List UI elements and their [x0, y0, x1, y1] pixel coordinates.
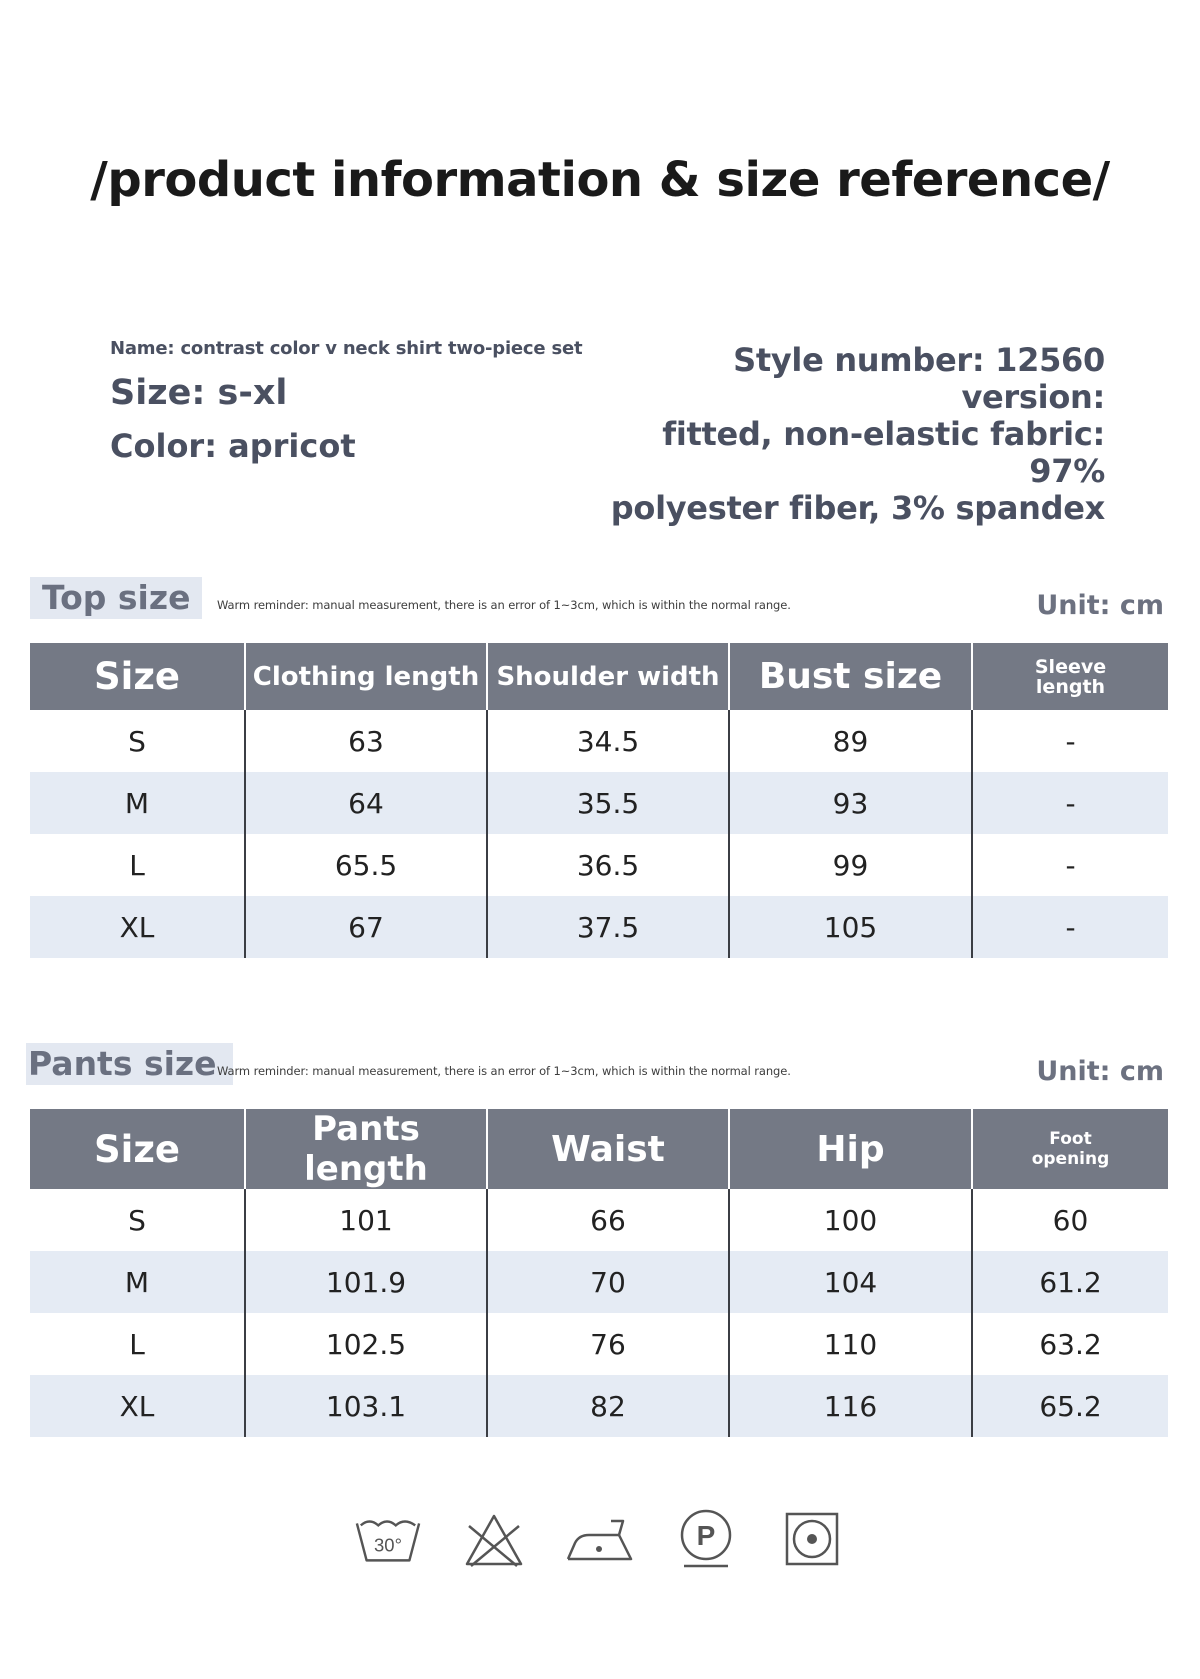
cell: 101 — [245, 1189, 487, 1251]
cell: 101.9 — [245, 1251, 487, 1313]
col-header-bust-size: Bust size — [729, 643, 972, 710]
cell: 61.2 — [972, 1251, 1168, 1313]
table-row — [30, 1313, 1168, 1375]
cell: M — [30, 1251, 245, 1313]
cell: 100 — [729, 1189, 972, 1251]
cell: 82 — [487, 1375, 729, 1437]
pants-size-label: Pants size — [26, 1043, 233, 1085]
cell: 89 — [729, 710, 972, 772]
cell: 64 — [245, 772, 487, 834]
cell: XL — [30, 1375, 245, 1437]
page-title: /product information & size reference/ — [90, 152, 1110, 208]
col-header-clothing-length: Clothing length — [245, 643, 487, 710]
cell: M — [30, 772, 245, 834]
cell: 65.2 — [972, 1375, 1168, 1437]
cell: 66 — [487, 1189, 729, 1251]
product-style-info — [600, 342, 1105, 527]
cell: - — [972, 896, 1168, 958]
care-icons — [0, 1508, 1200, 1570]
table-row — [30, 772, 1168, 834]
cell: 110 — [729, 1313, 972, 1375]
iron-low-icon — [565, 1508, 635, 1570]
cell: S — [30, 1189, 245, 1251]
cell: 63.2 — [972, 1313, 1168, 1375]
product-name: Name: contrast color v neck shirt two-piece set — [110, 338, 583, 359]
top-unit: Unit: cm — [1036, 590, 1164, 621]
pants-unit: Unit: cm — [1036, 1056, 1164, 1087]
cell: L — [30, 1313, 245, 1375]
cell: 102.5 — [245, 1313, 487, 1375]
col-header-sleeve-length — [972, 643, 1168, 710]
cell: 93 — [729, 772, 972, 834]
table-row — [30, 710, 1168, 772]
top-size-label: Top size — [30, 577, 202, 619]
col-header-hip: Hip — [729, 1109, 972, 1189]
product-info-left — [110, 338, 582, 465]
table-row — [30, 1189, 1168, 1251]
table-header-row — [30, 1109, 1168, 1189]
cell: 35.5 — [487, 772, 729, 834]
table-header-row — [30, 643, 1168, 710]
col-header-shoulder-width: Shoulder width — [487, 643, 729, 710]
table-row — [30, 1251, 1168, 1313]
cell: 60 — [972, 1189, 1168, 1251]
pants-reminder: Warm reminder: manual measurement, there is an error of 1~3cm, which is within the normal range. — [217, 1064, 791, 1078]
cell: L — [30, 834, 245, 896]
wash-30-icon — [353, 1508, 423, 1570]
style-line: polyester fiber, 3% spandex — [610, 489, 1105, 527]
wash-temp-text: 30° — [374, 1534, 402, 1556]
top-size-table — [30, 643, 1168, 958]
cell: 37.5 — [487, 896, 729, 958]
pants-size-table — [30, 1109, 1168, 1437]
product-size-range: Size: s-xl — [110, 373, 288, 413]
cell: 34.5 — [487, 710, 729, 772]
col-header-pants-length: Pants length — [245, 1109, 487, 1189]
col-header-foot-opening — [972, 1109, 1168, 1189]
cell: - — [972, 710, 1168, 772]
col-header-waist: Waist — [487, 1109, 729, 1189]
sleeve-length-text: Sleeve length — [1034, 655, 1107, 698]
cell: 67 — [245, 896, 487, 958]
table-row — [30, 1375, 1168, 1437]
style-line: fitted, non-elastic fabric: 97% — [662, 415, 1105, 490]
top-reminder: Warm reminder: manual measurement, there is an error of 1~3cm, which is within the normal range. — [217, 598, 791, 612]
table-row — [30, 834, 1168, 896]
col-header-size: Size — [30, 1109, 245, 1189]
cell: - — [972, 772, 1168, 834]
cell: 76 — [487, 1313, 729, 1375]
cell: 103.1 — [245, 1375, 487, 1437]
cell: 99 — [729, 834, 972, 896]
style-line: Style number: 12560 version: — [733, 341, 1105, 416]
col-header-size: Size — [30, 643, 245, 710]
cell: 65.5 — [245, 834, 487, 896]
cell: 116 — [729, 1375, 972, 1437]
dry-clean-p-icon — [671, 1508, 741, 1570]
tumble-dry-icon — [777, 1508, 847, 1570]
cell: 105 — [729, 896, 972, 958]
cell: 36.5 — [487, 834, 729, 896]
product-color: Color: apricot — [110, 427, 356, 465]
no-bleach-icon — [459, 1508, 529, 1570]
dry-clean-letter: P — [696, 1520, 716, 1551]
cell: 104 — [729, 1251, 972, 1313]
cell: XL — [30, 896, 245, 958]
cell: 63 — [245, 710, 487, 772]
cell: S — [30, 710, 245, 772]
table-row — [30, 896, 1168, 958]
cell: 70 — [487, 1251, 729, 1313]
foot-opening-text: Foot opening — [1031, 1129, 1110, 1169]
cell: - — [972, 834, 1168, 896]
